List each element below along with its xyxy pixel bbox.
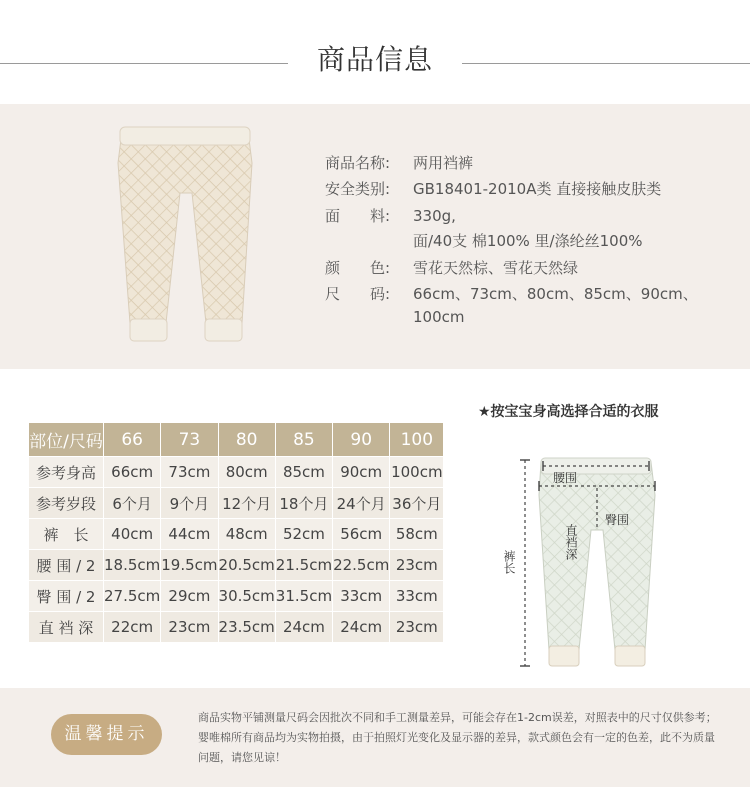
table-cell: 27.5cm [104, 581, 161, 612]
size-tip-title: ★按宝宝身高选择合适的衣服 [478, 404, 659, 420]
table-header-cell: 73 [161, 423, 218, 457]
table-row-label: 臀 围 / 2 [29, 581, 104, 612]
table-header-cell: 85 [276, 423, 333, 457]
table-header-cell: 部位/尺码 [29, 423, 104, 457]
table-header-cell: 80 [219, 423, 276, 457]
measurement-diagram [502, 450, 665, 680]
table-cell: 36个月 [390, 488, 444, 519]
table-cell: 40cm [104, 519, 161, 550]
info-row-color: 颜 色: 雪花天然棕、雪花天然绿 [325, 259, 579, 277]
info-row-name: 商品名称: 两用裆裤 [325, 154, 474, 172]
table-cell: 24个月 [333, 488, 390, 519]
table-cell: 90cm [333, 457, 390, 488]
section-title: 商品信息 [316, 43, 433, 76]
rise-label: 直裆深 [564, 524, 578, 560]
table-cell: 73cm [161, 457, 218, 488]
title-rule-right [462, 63, 750, 64]
table-cell: 33cm [390, 581, 444, 612]
info-row-size: 尺 码: 66cm、73cm、80cm、85cm、90cm、 [325, 285, 698, 303]
table-row-label: 裤 长 [29, 519, 104, 550]
table-cell: 30.5cm [219, 581, 276, 612]
length-label: 裤长 [502, 550, 516, 574]
notice-badge: 温馨提示 [51, 714, 162, 755]
waist-label: 腰围 [553, 471, 578, 485]
table-cell: 18.5cm [104, 550, 161, 581]
size-table [29, 423, 444, 643]
table-cell: 85cm [276, 457, 333, 488]
table-cell: 23cm [390, 612, 444, 643]
table-cell: 52cm [276, 519, 333, 550]
table-header-cell: 66 [104, 423, 161, 457]
table-cell: 20.5cm [219, 550, 276, 581]
table-row-label: 直 裆 深 [29, 612, 104, 643]
info-row-fabric: 面 料: 330g, [325, 207, 456, 225]
table-cell: 12个月 [219, 488, 276, 519]
pants-photo [110, 123, 260, 348]
table-row-label: 腰 围 / 2 [29, 550, 104, 581]
table-cell: 22.5cm [333, 550, 390, 581]
table-cell: 24cm [333, 612, 390, 643]
table-cell: 29cm [161, 581, 218, 612]
table-header-cell: 90 [333, 423, 390, 457]
info-row-size-cont: 100cm [413, 308, 465, 326]
table-cell: 58cm [390, 519, 444, 550]
table-cell: 31.5cm [276, 581, 333, 612]
table-cell: 44cm [161, 519, 218, 550]
info-row-fabric-detail: 面/40支 棉100% 里/涤纶丝100% [413, 232, 643, 250]
table-cell: 24cm [276, 612, 333, 643]
table-row [29, 488, 444, 519]
table-row-label: 参考岁段 [29, 488, 104, 519]
table-row [29, 457, 444, 488]
table-cell: 23.5cm [219, 612, 276, 643]
notice-text: 商品实物平铺测量尺码会因批次不同和手工测量差异，可能会存在1-2cm误差，对照表中的尺寸仅供参考；婴唯棉所有商品均为实物拍摄，由于拍照灯光变化及显示器的差异，款式颜色会有一定的色差，此不为质量问题，请您见谅！ [198, 711, 717, 764]
table-cell: 18个月 [276, 488, 333, 519]
table-cell: 6个月 [104, 488, 161, 519]
table-cell: 66cm [104, 457, 161, 488]
hip-label: 臀围 [605, 513, 630, 527]
table-header-row [29, 423, 444, 457]
table-cell: 23cm [390, 550, 444, 581]
table-cell: 33cm [333, 581, 390, 612]
table-cell: 19.5cm [161, 550, 218, 581]
table-cell: 80cm [219, 457, 276, 488]
table-cell: 21.5cm [276, 550, 333, 581]
table-row [29, 519, 444, 550]
table-row-label: 参考身高 [29, 457, 104, 488]
table-cell: 9个月 [161, 488, 218, 519]
table-cell: 56cm [333, 519, 390, 550]
info-row-safety: 安全类别: GB18401-2010A类 直接接触皮肤类 [325, 180, 662, 198]
table-cell: 22cm [104, 612, 161, 643]
table-row [29, 581, 444, 612]
table-row [29, 612, 444, 643]
table-row [29, 550, 444, 581]
table-cell: 100cm [390, 457, 444, 488]
table-cell: 23cm [161, 612, 218, 643]
table-cell: 48cm [219, 519, 276, 550]
table-header-cell: 100 [390, 423, 444, 457]
